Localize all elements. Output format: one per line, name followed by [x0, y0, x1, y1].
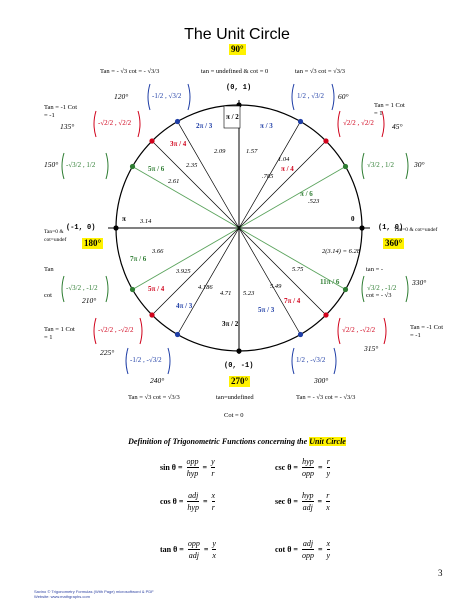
decimal-4-186: 4.186	[198, 284, 213, 291]
formula-num: hyp	[301, 491, 314, 500]
radian-3pi-4: 3π / 4	[170, 140, 187, 148]
coord-240: -1/2 , -√3/2	[130, 356, 162, 364]
decimal-5-23: 5.23	[243, 290, 255, 297]
formula-den: adj	[302, 503, 313, 512]
radian-zero: 0	[351, 215, 355, 223]
decimal-2-61: 2.61	[168, 178, 180, 185]
cot-270-label: Cot = 0	[224, 412, 244, 419]
degree-60-label: 60°	[338, 92, 349, 101]
angle-270-badge: 270°	[231, 376, 249, 386]
page-title: The Unit Circle	[184, 26, 290, 43]
formula-den: adj	[188, 551, 199, 560]
decimal-1-57: 1.57	[246, 148, 258, 155]
tan-330-label: tan = -	[366, 266, 384, 273]
decimal-3-14: 3.14	[140, 218, 152, 225]
point-top-label: (0, 1)	[226, 84, 252, 92]
formula-den: x	[326, 503, 330, 512]
coord-120: -1/2 , √3/2	[152, 92, 182, 100]
tan-cot-240-label: Tan = √3 cot = √3/3	[128, 394, 180, 401]
coord-300: 1/2 , -√3/2	[296, 356, 326, 364]
formula-sec: sec θ = hyp adj = r x	[275, 491, 330, 512]
radian-11pi-6: 11π / 6	[320, 278, 340, 286]
radian-5pi-6: 5π / 6	[148, 165, 165, 173]
page-footer	[34, 589, 154, 599]
formula-num: x	[211, 491, 216, 500]
degree-300-label: 300°	[314, 376, 329, 385]
point-bottom-label: (0, -1)	[224, 362, 254, 370]
degree-30-label: 30°	[414, 160, 425, 169]
definition-title-prefix: Definition of Trigonometric Functions concerning the	[128, 437, 310, 446]
formula-name: cot θ =	[275, 545, 298, 554]
decimal-3-925: 3.925	[176, 268, 191, 275]
coord-330: √3/2 , -1/2	[367, 284, 397, 292]
decimal-0-523: .523	[308, 198, 320, 205]
tan-cot-225-label: Tan = 1 Cot = 1	[44, 326, 75, 341]
formula-tan: tan θ = opp adj = y x	[160, 539, 216, 560]
decimal-5-75: 5.75	[292, 266, 304, 273]
tan-cot-60-label: tan = √3 cot = √3/3	[295, 68, 346, 75]
formula-sin: sin θ = opp hyp = y r	[160, 457, 215, 478]
degree-210-label: 210°	[82, 296, 97, 305]
point-right-label: (1, 0)	[378, 224, 404, 232]
definition-title-highlight: Unit Circle	[309, 437, 346, 446]
decimal-5-49: 5.49	[270, 283, 282, 290]
definition-title	[0, 437, 474, 446]
radian-5pi-3: 5π / 3	[258, 306, 275, 314]
decimal-1-04: 1.04	[278, 156, 290, 163]
tan-cot-180-label: Tan=0 & cot=undef	[44, 229, 67, 243]
radian-pi-4: π / 4	[281, 165, 294, 173]
formula-name: sin θ =	[160, 463, 183, 472]
decimal-2-09: 2.09	[214, 148, 226, 155]
decimal-4-71: 4.71	[220, 290, 232, 297]
formula-num: adj	[188, 491, 199, 500]
formula-cos: cos θ = adj hyp = x r	[160, 491, 216, 512]
page-number: 3	[438, 568, 443, 578]
angle-360-badge: 360°	[385, 238, 403, 248]
formula-den: r	[211, 503, 215, 512]
coord-225: -√2/2 , -√2/2	[98, 326, 134, 334]
footer-line-2[interactable]: Website: www.mathgraphs.com	[34, 594, 90, 599]
formula-den: y	[326, 551, 331, 560]
formula-num: hyp	[302, 457, 314, 466]
radian-pi-6: π / 6	[300, 190, 313, 198]
tan-cot-45-label: Tan = 1 Cot = 1	[374, 102, 405, 117]
tan-cot-135-label: Tan = -1 Cot = -1	[44, 104, 77, 119]
degree-225-label: 225°	[100, 348, 115, 357]
formula-cot: cot θ = adj opp = x y	[275, 539, 331, 560]
decimal-3-66: 3.66	[152, 248, 164, 255]
angle-180-badge: 180°	[84, 238, 102, 248]
formula-den: hyp	[186, 469, 199, 478]
tan-cot-360-label: Tan=0 & cot=undef	[394, 227, 438, 233]
formula-den: y	[326, 469, 331, 478]
degree-45-label: 45°	[392, 122, 403, 131]
point-left-label: (-1, 0)	[66, 224, 96, 232]
formula-name: csc θ =	[275, 463, 298, 472]
coord-45: √2/2 , √2/2	[343, 119, 374, 127]
radian-3pi-2: 3π / 2	[222, 320, 239, 328]
coord-150: -√3/2 , 1/2	[66, 161, 96, 169]
formula-den: x	[212, 551, 216, 560]
formula-num: r	[326, 491, 330, 500]
coord-315: √2/2 , -√2/2	[342, 326, 376, 334]
formula-num: y	[211, 457, 215, 466]
coord-135: -√2/2 , √2/2	[98, 119, 132, 127]
formula-name: sec θ =	[275, 497, 298, 506]
tan-cot-315-label: Tan = -1 Cot = -1	[410, 324, 443, 339]
decimal-6-28: 2(3.14) = 6.28	[322, 248, 360, 255]
radian-4pi-3: 4π / 3	[176, 302, 193, 310]
degree-120-label: 120°	[114, 92, 129, 101]
coord-210: -√3/2 , -1/2	[66, 284, 98, 292]
formula-num: opp	[187, 539, 200, 548]
formula-num: x	[326, 539, 331, 548]
angle-90-badge: 90°	[231, 44, 244, 54]
tan-cot-120-label: Tan = - √3 cot = - √3/3	[100, 68, 160, 75]
degree-135-label: 135°	[60, 122, 75, 131]
radian-2pi-3: 2π / 3	[196, 122, 213, 130]
coord-60: 1/2 , √3/2	[297, 92, 324, 100]
radian-pi: π	[122, 215, 126, 223]
formula-name: cos θ =	[160, 497, 184, 506]
formula-num: y	[212, 539, 216, 548]
radian-7pi-4: 7π / 4	[284, 297, 301, 305]
formula-den: opp	[301, 469, 314, 478]
degree-315-label: 315°	[364, 344, 379, 353]
tan-cot-300-label: Tan = - √3 cot = - √3/3	[296, 394, 356, 401]
footer-line-1: Savino © Trigonometry Formulas (With Page) microsoftword & PDF	[34, 589, 154, 594]
tan-cot-90-label: tan = undefined & cot = 0	[201, 68, 269, 75]
radian-7pi-6: 7π / 6	[130, 255, 147, 263]
decimal-0-785: .785	[262, 173, 274, 180]
degree-240-label: 240°	[150, 376, 165, 385]
cot-330-label: cot = - √3	[366, 292, 392, 299]
cot-210-label: cot	[44, 292, 52, 299]
formula-den: hyp	[187, 503, 199, 512]
degree-330-label: 330°	[412, 278, 427, 287]
formula-num: opp	[186, 457, 199, 466]
decimal-2-35: 2.35	[186, 162, 198, 169]
formula-csc: csc θ = hyp opp = r y	[275, 457, 331, 478]
degree-150-label: 150°	[44, 160, 59, 169]
radian-5pi-4: 5π / 4	[148, 285, 165, 293]
formula-den: r	[211, 469, 215, 478]
formula-num: adj	[302, 539, 314, 548]
radian-pi-2: π / 2	[226, 113, 239, 121]
formula-name: tan θ =	[160, 545, 184, 554]
formula-num: r	[326, 457, 330, 466]
tan-210-label: Tan	[44, 266, 54, 273]
coord-30: √3/2 , 1/2	[367, 161, 394, 169]
tan-270-label: tan=undefined	[216, 394, 254, 401]
formula-den: opp	[301, 551, 314, 560]
radian-pi-3: π / 3	[260, 122, 273, 130]
